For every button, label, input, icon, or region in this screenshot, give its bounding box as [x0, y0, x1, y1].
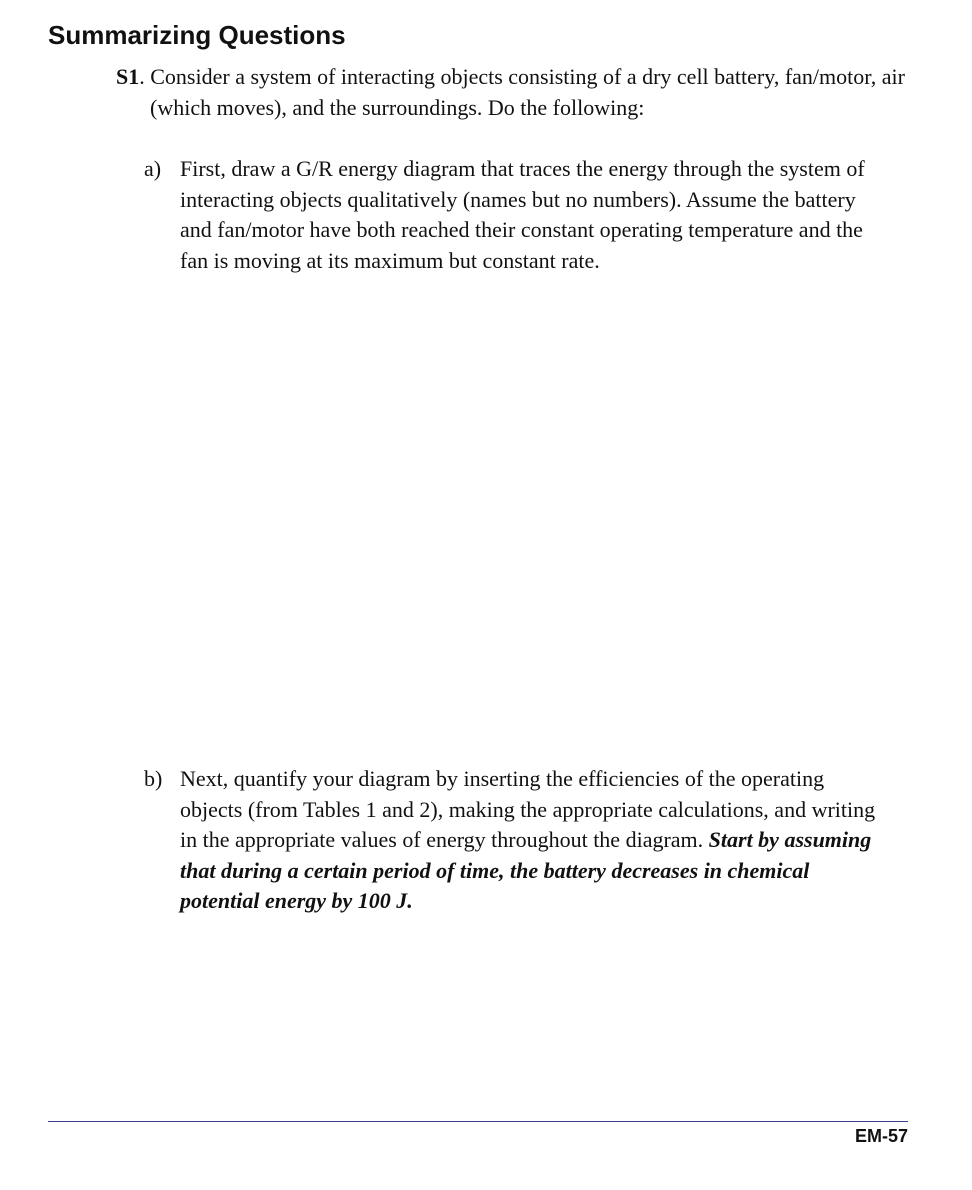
part-a	[144, 154, 889, 276]
section-heading: Summarizing Questions	[48, 20, 346, 50]
part-b-text: Next, quantify your diagram by inserting the efficiencies of the operating objects (from Tables 1 and 2), making the appropriate calculations, and writing in the appropriate values of energy throughout the diagram.	[180, 766, 876, 852]
part-b-marker: b)	[144, 766, 163, 791]
question-text: . Consider a system of interacting objects consisting of a dry cell battery, fan/motor, air (which moves), and the surroundings. Do the following:	[139, 64, 905, 120]
question-s1	[116, 62, 930, 123]
part-a-text: First, draw a G/R energy diagram that traces the energy through the system of interacting objects qualitatively (names but no numbers). Assume the battery and fan/motor have both reached their constant operating temperature and the fan is moving at its maximum but constant rate.	[180, 156, 865, 273]
part-b	[144, 764, 889, 917]
part-b-emphasis: Start by assuming that during a certain period of time, the battery decreases in chemical potential energy by 100 J.	[180, 827, 872, 913]
part-a-marker: a)	[144, 156, 162, 181]
question-number: S1	[116, 64, 140, 89]
footer-rule	[48, 1121, 908, 1122]
page-number: EM-57	[854, 1126, 908, 1146]
